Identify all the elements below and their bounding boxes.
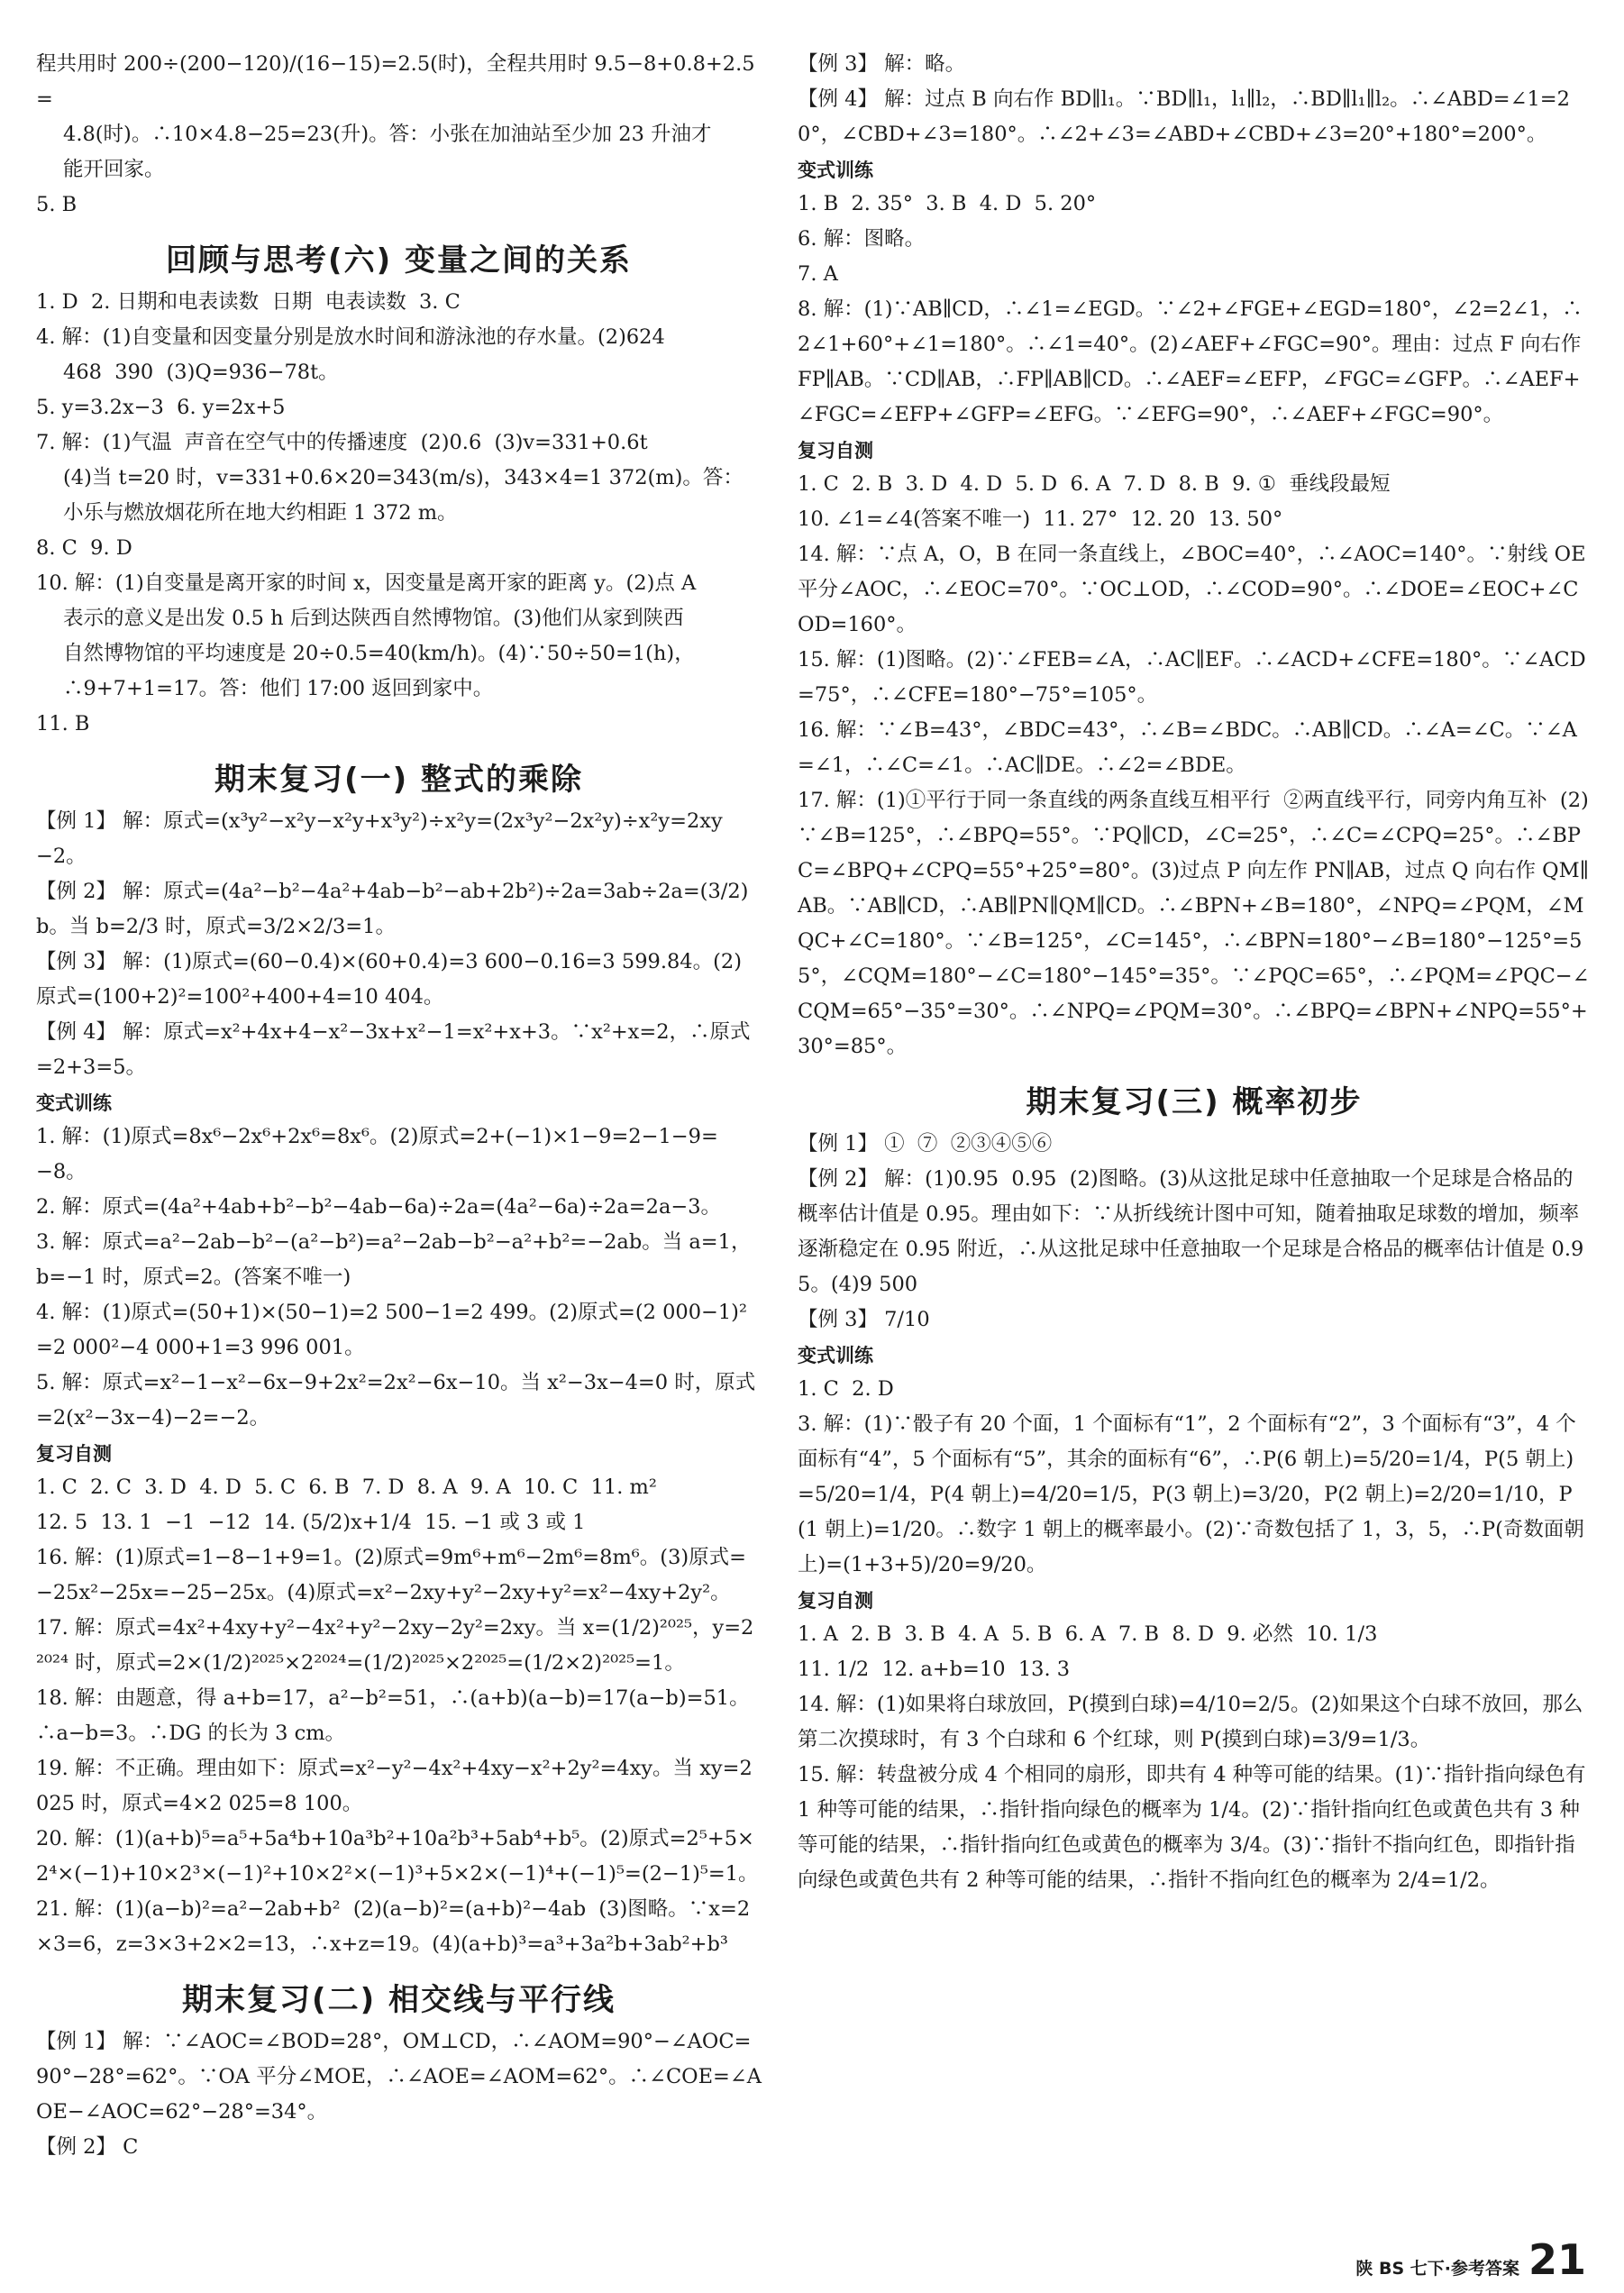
answer-line: 1. D 2. 日期和电表读数 日期 电表读数 3. C	[36, 290, 461, 314]
answer-line: 5. B	[36, 193, 78, 216]
answer-line: 16. 解：(1)原式=1−8−1+9=1。(2)原式=9m⁶+m⁶−2m⁶=8m⁶。(3)原式=−25x²−25x=−25−25x。(4)原式=x²−2xy+y²−2xy+y²=x²−4xy+2y²。	[36, 1546, 747, 1604]
answer-line: 能开回家。	[63, 158, 165, 181]
answer-line: 20. 解：(1)(a+b)⁵=a⁵+5a⁴b+10a³b²+10a²b³+5ab⁴+b⁵。(2)原式=2⁵+5×2⁴×(−1)+10×2³×(−1)²+10×2²×(−1)³+5×2×(−1)⁴+(−1)⁵=(2−1)⁵=1。	[36, 1827, 759, 1886]
page-footer	[1355, 2235, 1586, 2284]
left-column	[36, 47, 762, 2239]
answer-line: 4.8(时)。∴10×4.8−25=23(升)。答：小张在加油站至少加 23 升油才	[63, 123, 712, 146]
answer-line: 18. 解：由题意，得 a+b=17，a²−b²=51，∴(a+b)(a−b)=17(a−b)=51。∴a−b=3。∴DG 的长为 3 cm。	[36, 1686, 750, 1745]
answer-line: 8. 解：(1)∵AB∥CD，∴∠1=∠EGD。∵∠2+∠FGE+∠EGD=180°，∠2=2∠1，∴2∠1+60°+∠1=180°。∴∠1=40°。(2)∠AEF+∠FGC=90°。理由：过点 F 向右作 FP∥AB。∵CD∥AB，∴FP∥AB∥CD。∴∠AEF=∠EFP，∠FGC=∠GFP。∴∠AEF+∠FGC=∠EFP+∠GFP=∠EFG。∵∠EFG=90°，∴∠AEF+∠FGC=90°。	[798, 297, 1588, 426]
answer-line: 自然博物馆的平均速度是 20÷0.5=40(km/h)。(4)∵50÷50=1(h)，	[63, 642, 695, 665]
answer-line: 1. 解：(1)原式=8x⁶−2x⁶+2x⁶=8x⁶。(2)原式=2+(−1)×1−9=2−1−9=−8。	[36, 1125, 718, 1183]
answer-line: 19. 解：不正确。理由如下：原式=x²−y²−4x²+4xy−x²+2y²=4xy。当 xy=2 025 时，原式=4×2 025=8 100。	[36, 1757, 759, 1815]
answer-line: 程共用时 200÷(200−120)/(16−15)=2.5(时)，全程共用时 9.5−8+0.8+2.5=	[36, 52, 755, 111]
section-heading: 回顾与思考(六) 变量之间的关系	[166, 242, 632, 279]
subsection-label: 复习自测	[798, 440, 873, 461]
answer-line: 15. 解：(1)图略。(2)∵∠FEB=∠A，∴AC∥EF。∴∠ACD+∠CFE=180°。∵∠ACD=75°，∴∠CFE=180°−75°=105°。	[798, 648, 1586, 707]
section-heading: 期末复习(三) 概率初步	[1026, 1084, 1363, 1120]
answer-line: 【例 4】 解：原式=x²+4x+4−x²−3x+x²−1=x²+x+3。∵x²+x=2，∴原式=2+3=5。	[36, 1020, 751, 1079]
section-heading: 期末复习(一) 整式的乘除	[214, 762, 583, 798]
subsection-label: 复习自测	[798, 1590, 873, 1612]
answer-line: 14. 解：∵点 A，O，B 在同一条直线上，∠BOC=40°，∴∠AOC=140°。∵射线 OE 平分∠AOC，∴∠EOC=70°。∵OC⊥OD，∴∠COD=90°。∴∠DOE=∠EOC+∠COD=160°。	[798, 543, 1592, 636]
answer-line: 【例 2】 解：原式=(4a²−b²−4a²+4ab−b²−ab+2b²)÷2a=3ab÷2a=(3/2)b。当 b=2/3 时，原式=3/2×2/3=1。	[36, 880, 749, 938]
subsection-label: 变式训练	[798, 1345, 873, 1366]
answer-line: 【例 4】 解：过点 B 向右作 BD∥l₁。∵BD∥l₁，l₁∥l₂，∴BD∥l₁∥l₂。∴∠ABD=∠1=20°，∠CBD+∠3=180°。∴∠2+∠3=∠ABD+∠CBD+∠3=20°+180°=200°。	[798, 87, 1570, 146]
answer-line: 21. 解：(1)(a−b)²=a²−2ab+b² (2)(a−b)²=(a+b)²−4ab (3)图略。∵x=2×3=6，z=3×3+2×2=13，∴x+z=19。(4)(a+b)³=a³+3a²b+3ab²+b³	[36, 1897, 751, 1956]
subsection-label: 变式训练	[798, 160, 873, 181]
answer-line: 1. A 2. B 3. B 4. A 5. B 6. A 7. B 8. D 9. 必然 10. 1/3	[798, 1622, 1378, 1646]
right-column	[798, 47, 1591, 2239]
answer-line: (4)当 t=20 时，v=331+0.6×20=343(m/s)，343×4=1 372(m)。答：	[63, 466, 744, 489]
answer-line: 小乐与燃放烟花所在地大约相距 1 372 m。	[63, 501, 458, 525]
answer-line: 6. 解：图略。	[798, 227, 926, 251]
subsection-label: 变式训练	[36, 1092, 112, 1114]
answer-line: 1. C 2. D	[798, 1377, 894, 1401]
answer-line: 【例 1】 解：原式=(x³y²−x²y−x²y+x³y²)÷x²y=(2x³y²−2x²y)÷x²y=2xy−2。	[36, 809, 723, 868]
page-number: 21	[1528, 2235, 1586, 2284]
answer-line: 4. 解：(1)自变量和因变量分别是放水时间和游泳池的存水量。(2)624	[36, 325, 665, 349]
answer-line: 【例 3】 解：略。	[798, 52, 966, 76]
answer-line: 14. 解：(1)如果将白球放回，P(摸到白球)=4/10=2/5。(2)如果这个白球不放回，那么第二次摸球时，有 3 个白球和 6 个红球，则 P(摸到白球)=3/9=1/3。	[798, 1693, 1583, 1751]
answer-line: 【例 1】 ① ⑦ ②③④⑤⑥	[798, 1132, 1053, 1156]
answer-line: 1. C 2. B 3. D 4. D 5. D 6. A 7. D 8. B 9. ① 垂线段最短	[798, 472, 1391, 496]
book-tag: 陕 BS 七下·参考答案	[1355, 2259, 1519, 2279]
answer-line: 17. 解：原式=4x²+4xy+y²−4x²+y²−2xy−2y²=2xy。当 x=(1/2)²⁰²⁵，y=2²⁰²⁴ 时，原式=2×(1/2)²⁰²⁵×2²⁰²⁴=(1/2)²⁰²⁵×2²⁰²⁵=(1/2×2)²⁰²⁵=1。	[36, 1616, 754, 1675]
answer-line: 7. 解：(1)气温 声音在空气中的传播速度 (2)0.6 (3)v=331+0.6t	[36, 431, 648, 454]
answer-line: 5. y=3.2x−3 6. y=2x+5	[36, 396, 286, 419]
answer-line: 【例 2】 解：(1)0.95 0.95 (2)图略。(3)从这批足球中任意抽取一个足球是合格品的概率估计值是 0.95。理由如下：∵从折线统计图中可知，随着抽取足球数的增加，频率逐渐稳定在 0.95 附近，∴从这批足球中任意抽取一个足球是合格品的概率估计值是 0.95。(4)9 500	[798, 1167, 1584, 1296]
answer-line: ∴9+7+1=17。答：他们 17:00 返回到家中。	[63, 677, 494, 700]
answer-line: 468 390 (3)Q=936−78t。	[63, 361, 339, 384]
answer-line: 1. C 2. C 3. D 4. D 5. C 6. B 7. D 8. A 9. A 10. C 11. m²	[36, 1475, 657, 1499]
answer-line: 16. 解：∵∠B=43°，∠BDC=43°，∴∠B=∠BDC。∴AB∥CD。∴∠A=∠C。∵∠A=∠1，∴∠C=∠1。∴AC∥DE。∴∠2=∠BDE。	[798, 718, 1577, 777]
answer-line: 7. A	[798, 262, 838, 286]
answer-line: 3. 解：原式=a²−2ab−b²−(a²−b²)=a²−2ab−b²−a²+b²=−2ab。当 a=1，b=−1 时，原式=2。(答案不唯一)	[36, 1230, 752, 1289]
section-heading: 期末复习(二) 相交线与平行线	[182, 1982, 616, 2018]
answer-line: 12. 5 13. 1 −1 −12 14. (5/2)x+1/4 15. −1 或 3 或 1	[36, 1511, 586, 1534]
answer-line: 10. ∠1=∠4(答案不唯一) 11. 27° 12. 20 13. 50°	[798, 507, 1283, 531]
answer-line: 10. 解：(1)自变量是离开家的时间 x，因变量是离开家的距离 y。(2)点 A	[36, 571, 697, 595]
answer-line: 4. 解：(1)原式=(50+1)×(50−1)=2 500−1=2 499。(2)原式=(2 000−1)²=2 000²−4 000+1=3 996 001。	[36, 1301, 747, 1359]
answer-line: 表示的意义是出发 0.5 h 后到达陕西自然博物馆。(3)他们从家到陕西	[63, 607, 684, 630]
answer-line: 11. 1/2 12. a+b=10 13. 3	[798, 1658, 1071, 1681]
answer-line: 1. B 2. 35° 3. B 4. D 5. 20°	[798, 192, 1097, 215]
answer-line: 5. 解：原式=x²−1−x²−6x−9+2x²=2x²−6x−10。当 x²−3x−4=0 时，原式=2(x²−3x−4)−2=−2。	[36, 1371, 756, 1430]
answer-line: 15. 解：转盘被分成 4 个相同的扇形，即共有 4 种等可能的结果。(1)∵指针指向绿色有 1 种等可能的结果，∴指针指向绿色的概率为 1/4。(2)∵指针指向红色或黄色共有 3 种等可能的结果，∴指针指向红色或黄色的概率为 3/4。(3)∵指针不指向红色，即指针指向绿色或黄色共有 2 种等可能的结果，∴指针不指向红色的概率为 2/4=1/2。	[798, 1763, 1592, 1892]
answer-line: 【例 2】 C	[36, 2135, 139, 2159]
answer-line: 8. C 9. D	[36, 536, 132, 560]
answer-line: 2. 解：原式=(4a²+4ab+b²−b²−4ab−6a)÷2a=(4a²−6a)÷2a=2a−3。	[36, 1195, 722, 1219]
answer-line: 【例 3】 解：(1)原式=(60−0.4)×(60+0.4)=3 600−0.16=3 599.84。(2)原式=(100+2)²=100²+400+4=10 404。	[36, 950, 742, 1009]
answer-line: 17. 解：(1)①平行于同一条直线的两条直线互相平行 ②两直线平行，同旁内角互补 (2)∵∠B=125°，∴∠BPQ=55°。∵PQ∥CD，∠C=25°，∴∠C=∠CPQ=25°。∴∠BPC=∠BPQ+∠CPQ=55°+25°=80°。(3)过点 P 向左作 PN∥AB，过点 Q 向右作 QM∥AB。∵AB∥CD，∴AB∥PN∥QM∥CD。∴∠BPN+∠B=180°，∠NPQ=∠PQM，∠MQC+∠C=180°。∵∠B=125°，∠C=145°，∴∠BPN=180°−∠B=180°−125°=55°，∠CQM=180°−∠C=180°−145°=35°。∵∠PQC=65°，∴∠PQM=∠PQC−∠CQM=65°−35°=30°。∴∠NPQ=∠PQM=30°。∴∠BPQ=∠BPN+∠NPQ=55°+30°=85°。	[798, 789, 1590, 1058]
subsection-label: 复习自测	[36, 1443, 112, 1465]
answer-line: 11. B	[36, 712, 90, 735]
answer-line: 【例 3】 7/10	[798, 1308, 930, 1331]
answer-line: 【例 1】 解：∵∠AOC=∠BOD=28°，OM⊥CD，∴∠AOM=90°−∠AOC=90°−28°=62°。∵OA 平分∠MOE，∴∠AOE=∠AOM=62°。∴∠COE=∠AOE−∠AOC=62°−28°=34°。	[36, 2030, 762, 2124]
answer-line: 3. 解：(1)∵骰子有 20 个面，1 个面标有“1”，2 个面标有“2”，3 个面标有“3”，4 个面标有“4”，5 个面标有“5”，其余的面标有“6”，∴P(6 朝上)=5/20=1/4，P(5 朝上)=5/20=1/4，P(4 朝上)=4/20=1/5，P(3 朝上)=3/20，P(2 朝上)=2/20=1/10，P(1 朝上)=1/20。∴数字 1 朝上的概率最小。(2)∵奇数包括了 1，3，5，∴P(奇数面朝上)=(1+3+5)/20=9/20。	[798, 1412, 1584, 1576]
